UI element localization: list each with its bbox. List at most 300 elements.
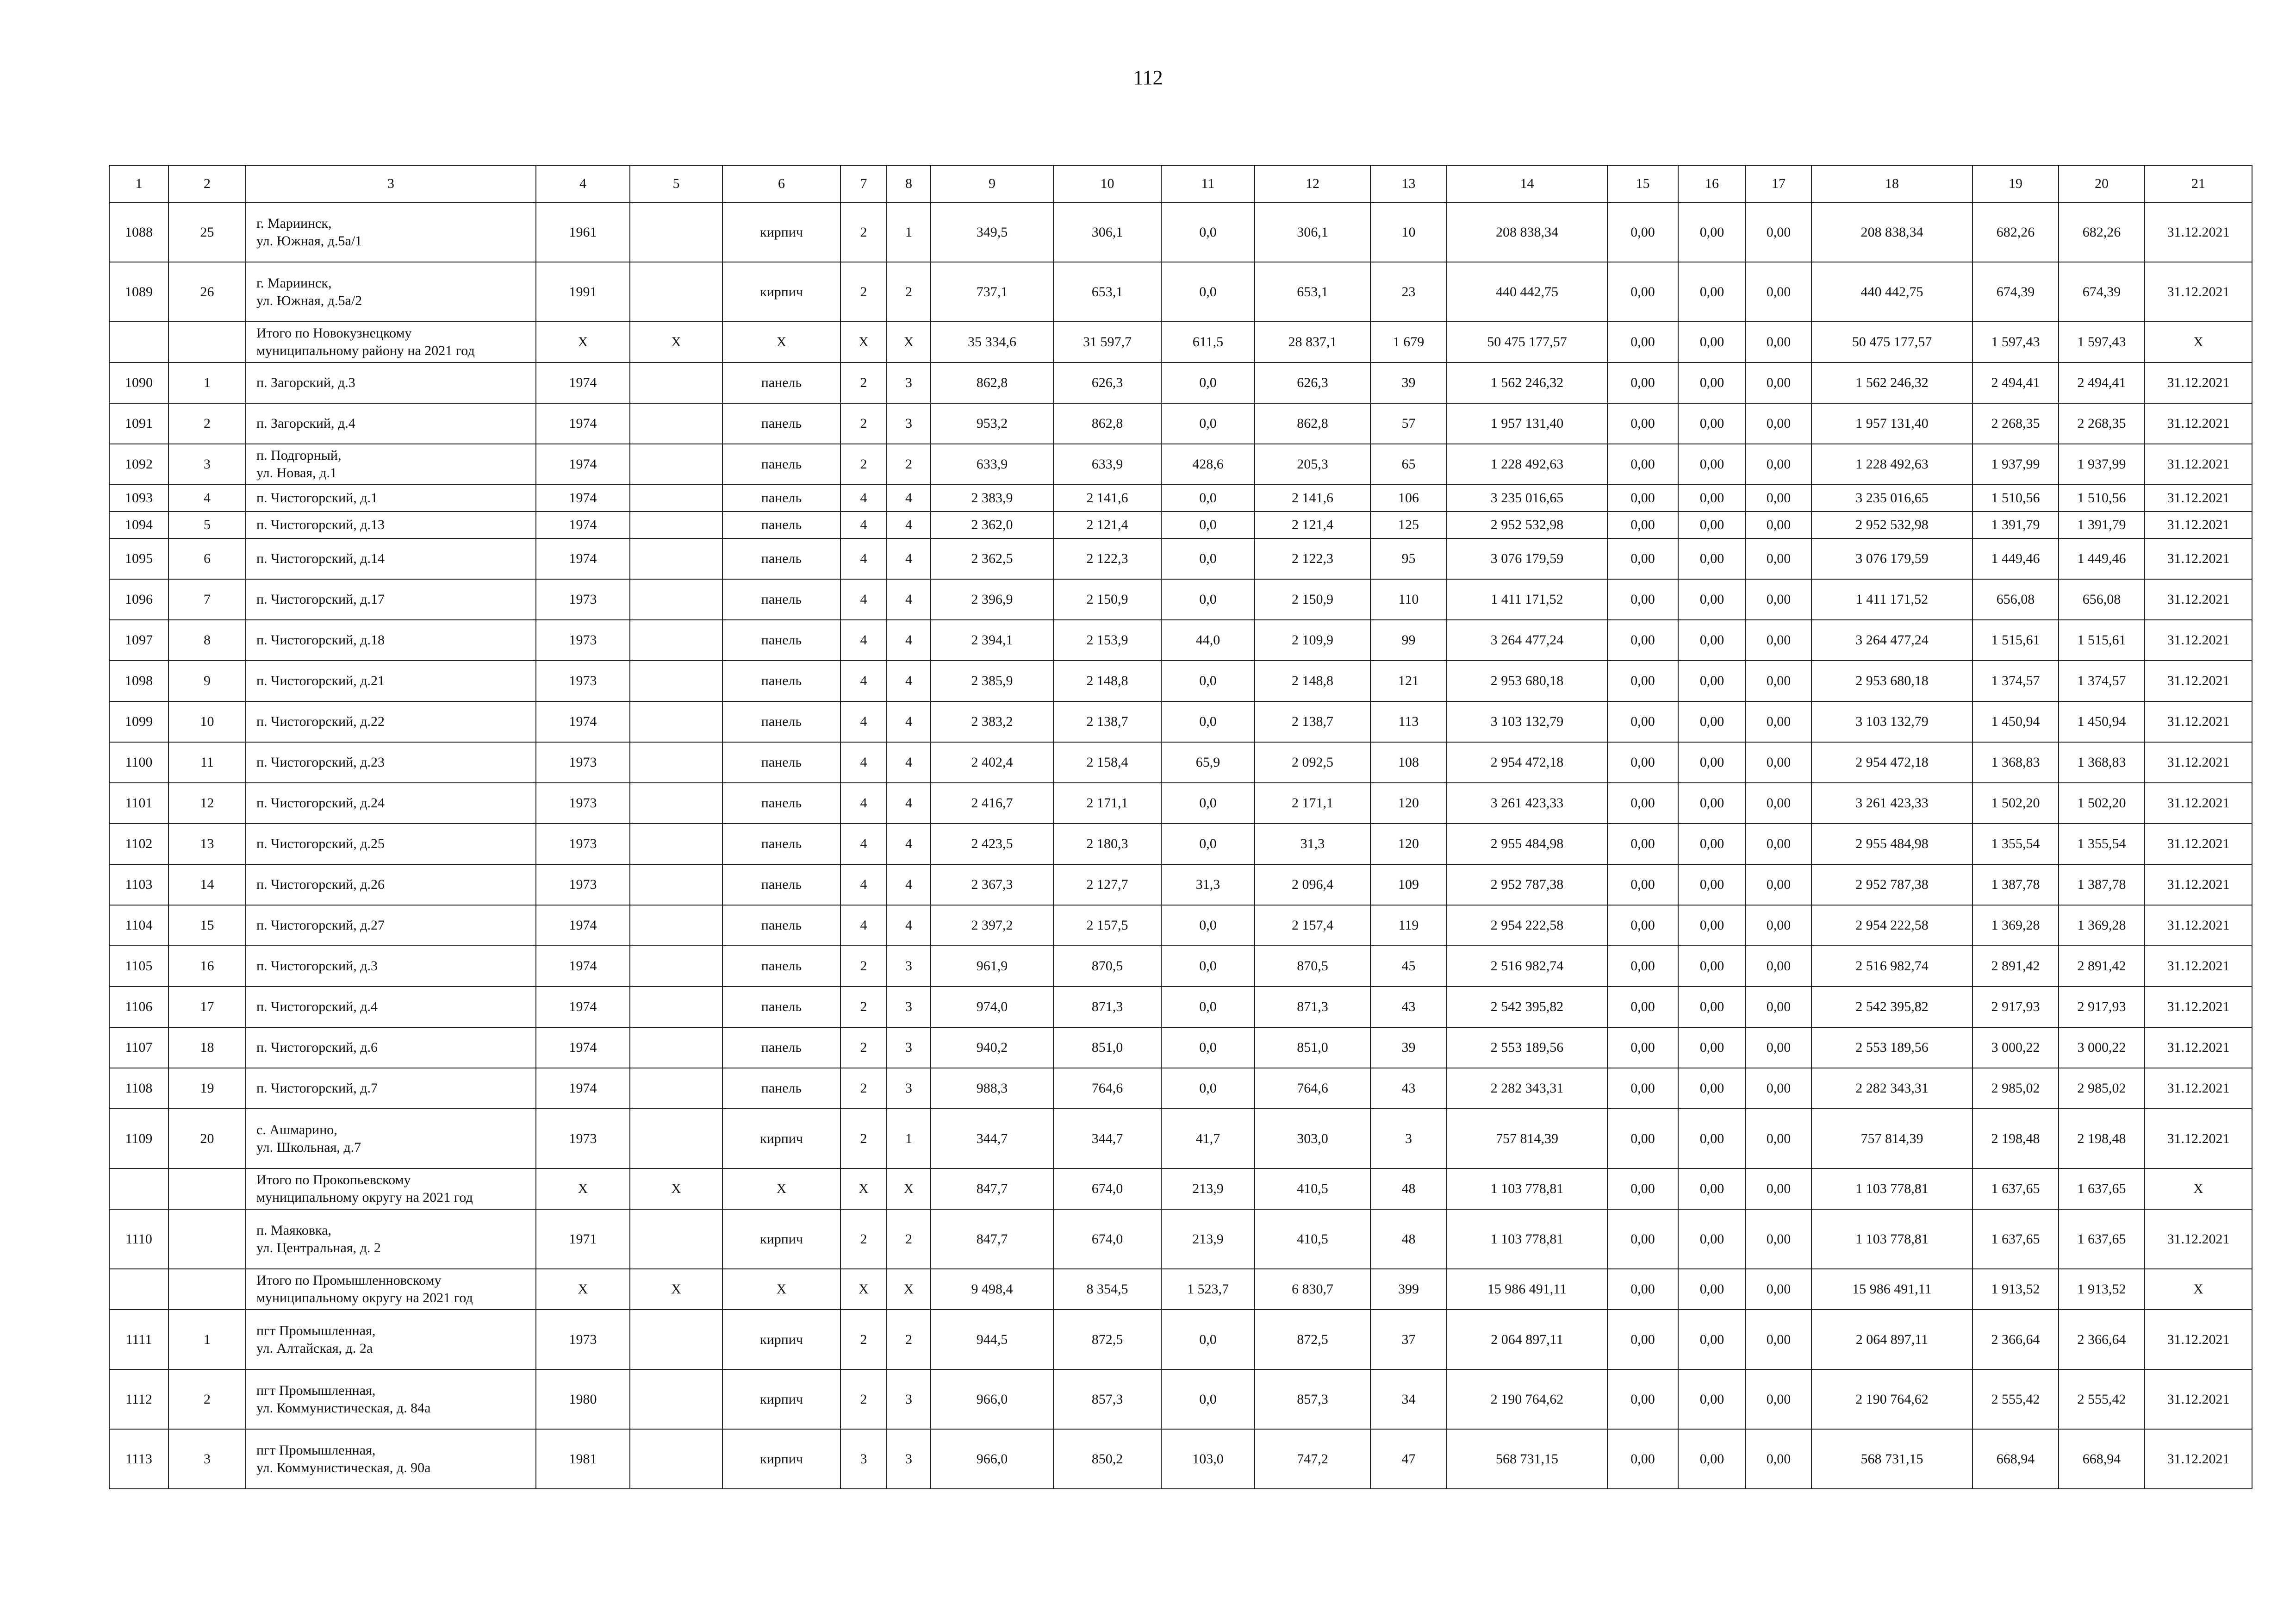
table-cell: 3 235 016,65	[1447, 485, 1607, 512]
table-cell: 633,9	[931, 444, 1053, 485]
table-cell: 28 837,1	[1255, 322, 1370, 362]
table-cell: 0,00	[1678, 262, 1746, 322]
table-cell: 39	[1370, 1027, 1447, 1068]
table-cell: 862,8	[1255, 403, 1370, 444]
table-cell: 0,00	[1607, 1369, 1678, 1429]
table-cell: 15 986 491,11	[1447, 1269, 1607, 1310]
column-header: 17	[1746, 165, 1811, 202]
column-header: 5	[630, 165, 722, 202]
table-cell: 2	[840, 1068, 887, 1109]
table-cell: 2 122,3	[1053, 538, 1161, 579]
table-cell: X	[722, 1269, 840, 1310]
table-cell: 568 731,15	[1447, 1429, 1607, 1489]
address-cell: г. Мариинск, ул. Южная, д.5а/2	[246, 262, 536, 322]
table-cell: 31.12.2021	[2145, 905, 2252, 946]
table-cell: 1974	[536, 538, 630, 579]
table-row	[109, 1109, 2252, 1168]
table-cell: 6	[168, 538, 246, 579]
table-cell: 0,00	[1746, 512, 1811, 538]
table-cell: 668,94	[1972, 1429, 2059, 1489]
table-cell: 2 952 532,98	[1811, 512, 1972, 538]
table-cell: панель	[722, 742, 840, 783]
table-cell: панель	[722, 512, 840, 538]
table-cell: 0,0	[1161, 946, 1255, 987]
table-cell: 1 510,56	[1972, 485, 2059, 512]
table-cell: X	[536, 322, 630, 362]
table-cell: панель	[722, 987, 840, 1027]
table-cell: панель	[722, 701, 840, 742]
table-cell: 0,00	[1746, 1168, 1811, 1209]
address-cell: п. Чистогорский, д.26	[246, 864, 536, 905]
table-cell: 10	[168, 701, 246, 742]
column-header: 9	[931, 165, 1053, 202]
table-cell: панель	[722, 485, 840, 512]
table-cell: 4	[887, 742, 931, 783]
table-cell: 2 516 982,74	[1811, 946, 1972, 987]
table-cell: 2 952 787,38	[1447, 864, 1607, 905]
table-cell: 16	[168, 946, 246, 987]
table-cell: 0,00	[1746, 1209, 1811, 1269]
table-cell: 8	[168, 620, 246, 661]
table-cell: 2 954 222,58	[1811, 905, 1972, 946]
table-row	[109, 1269, 2252, 1310]
table-row	[109, 202, 2252, 262]
table-cell: 0,00	[1678, 1027, 1746, 1068]
table-cell: 23	[1370, 262, 1447, 322]
table-cell: 3 103 132,79	[1811, 701, 1972, 742]
table-cell: 3 264 477,24	[1811, 620, 1972, 661]
table-cell: 31.12.2021	[2145, 1027, 2252, 1068]
table-cell: 109	[1370, 864, 1447, 905]
table-cell: 1974	[536, 701, 630, 742]
table-cell: 668,94	[2059, 1429, 2145, 1489]
column-header: 14	[1447, 165, 1607, 202]
table-cell	[630, 824, 722, 864]
table-cell: 1 597,43	[1972, 322, 2059, 362]
table-row	[109, 1027, 2252, 1068]
table-cell: 428,6	[1161, 444, 1255, 485]
table-cell: 2 397,2	[931, 905, 1053, 946]
table-cell: 764,6	[1053, 1068, 1161, 1109]
table-cell: 940,2	[931, 1027, 1053, 1068]
table-cell: 2 954 472,18	[1811, 742, 1972, 783]
table-cell: 1090	[109, 362, 168, 403]
table-cell: 857,3	[1255, 1369, 1370, 1429]
table-row	[109, 512, 2252, 538]
table-cell: 1105	[109, 946, 168, 987]
table-cell: 1973	[536, 579, 630, 620]
table-cell: 3	[168, 444, 246, 485]
table-cell: панель	[722, 538, 840, 579]
table-cell: панель	[722, 579, 840, 620]
table-cell: 31.12.2021	[2145, 742, 2252, 783]
table-cell: 57	[1370, 403, 1447, 444]
table-cell: 1974	[536, 987, 630, 1027]
column-header: 11	[1161, 165, 1255, 202]
table-cell: 31.12.2021	[2145, 538, 2252, 579]
table-cell: 4	[887, 485, 931, 512]
table-cell: 0,00	[1678, 1109, 1746, 1168]
table-cell: 0,00	[1607, 1168, 1678, 1209]
address-cell: п. Чистогорский, д.25	[246, 824, 536, 864]
table-cell: 4	[840, 485, 887, 512]
table-cell: X	[630, 322, 722, 362]
table-cell: 1 103 778,81	[1447, 1168, 1607, 1209]
table-cell: 2 150,9	[1255, 579, 1370, 620]
table-cell: 0,0	[1161, 661, 1255, 701]
table-cell: 3	[887, 987, 931, 1027]
table-cell: 7	[168, 579, 246, 620]
table-cell: 674,39	[2059, 262, 2145, 322]
table-cell: 4	[887, 701, 931, 742]
table-cell: 3	[887, 362, 931, 403]
table-row	[109, 1429, 2252, 1489]
table-cell: 1973	[536, 783, 630, 824]
column-header: 21	[2145, 165, 2252, 202]
table-cell: 0,00	[1746, 444, 1811, 485]
table-cell: 872,5	[1053, 1310, 1161, 1369]
table-cell: кирпич	[722, 1310, 840, 1369]
table-cell: 208 838,34	[1447, 202, 1607, 262]
table-cell: 1981	[536, 1429, 630, 1489]
table-cell: 125	[1370, 512, 1447, 538]
table-cell: 3 264 477,24	[1447, 620, 1607, 661]
table-cell: 3	[887, 946, 931, 987]
table-cell: 1 502,20	[2059, 783, 2145, 824]
table-cell: 0,0	[1161, 1310, 1255, 1369]
table-cell: 2 109,9	[1255, 620, 1370, 661]
table-cell: 1 637,65	[1972, 1209, 2059, 1269]
table-cell: X	[722, 322, 840, 362]
table-cell: 2 423,5	[931, 824, 1053, 864]
table-cell: кирпич	[722, 1429, 840, 1489]
table-cell: 31.12.2021	[2145, 824, 2252, 864]
table-cell: 0,0	[1161, 905, 1255, 946]
table-cell: 0,00	[1746, 987, 1811, 1027]
table-cell: 0,00	[1746, 946, 1811, 987]
address-cell: Итого по Прокопьевскому муниципальному округу на 2021 год	[246, 1168, 536, 1209]
table-cell: 757 814,39	[1447, 1109, 1607, 1168]
table-cell: 4	[840, 512, 887, 538]
table-cell: 2 190 764,62	[1447, 1369, 1607, 1429]
table-cell: 0,00	[1607, 322, 1678, 362]
table-row	[109, 824, 2252, 864]
table-cell: 1110	[109, 1209, 168, 1269]
table-cell: 2 190 764,62	[1811, 1369, 1972, 1429]
table-cell: 0,00	[1607, 579, 1678, 620]
table-cell: X	[2145, 322, 2252, 362]
table-cell: 674,0	[1053, 1168, 1161, 1209]
table-cell: 2 416,7	[931, 783, 1053, 824]
table-cell: 1 374,57	[1972, 661, 2059, 701]
table-cell: 44,0	[1161, 620, 1255, 661]
table-cell: 2 121,4	[1053, 512, 1161, 538]
table-cell: 2	[840, 1209, 887, 1269]
table-cell: 870,5	[1255, 946, 1370, 987]
table-row	[109, 905, 2252, 946]
table-cell: панель	[722, 444, 840, 485]
table-row	[109, 403, 2252, 444]
table-cell: 43	[1370, 1068, 1447, 1109]
table-cell: панель	[722, 946, 840, 987]
table-cell: 2 366,64	[2059, 1310, 2145, 1369]
table-cell: 3	[887, 1027, 931, 1068]
table-row	[109, 362, 2252, 403]
table-cell: 31.12.2021	[2145, 864, 2252, 905]
table-cell: 1 228 492,63	[1447, 444, 1607, 485]
table-cell: 2 954 472,18	[1447, 742, 1607, 783]
table-cell: 0,00	[1678, 362, 1746, 403]
table-cell: 4	[887, 579, 931, 620]
table-cell: 1973	[536, 864, 630, 905]
table-cell: 4	[840, 579, 887, 620]
table-cell: 0,00	[1678, 202, 1746, 262]
column-header: 15	[1607, 165, 1678, 202]
table-cell: 410,5	[1255, 1168, 1370, 1209]
table-cell: 1 228 492,63	[1811, 444, 1972, 485]
table-cell: 0,00	[1678, 824, 1746, 864]
table-cell: X	[887, 322, 931, 362]
table-cell: 0,00	[1678, 1310, 1746, 1369]
table-row	[109, 485, 2252, 512]
table-cell: 1 355,54	[2059, 824, 2145, 864]
table-cell	[168, 322, 246, 362]
column-header: 18	[1811, 165, 1972, 202]
table-cell: 0,00	[1607, 1027, 1678, 1068]
table-cell: 2	[840, 202, 887, 262]
table-cell: 4	[887, 783, 931, 824]
table-cell: 1974	[536, 1027, 630, 1068]
table-cell: 1 913,52	[1972, 1269, 2059, 1310]
table-cell: 1	[168, 1310, 246, 1369]
table-cell: 0,0	[1161, 202, 1255, 262]
table-cell: 2 366,64	[1972, 1310, 2059, 1369]
table-cell: 31.12.2021	[2145, 1109, 2252, 1168]
table-cell: 3 000,22	[2059, 1027, 2145, 1068]
table-cell: 0,00	[1746, 905, 1811, 946]
table-cell: 1111	[109, 1310, 168, 1369]
table-cell: 2 268,35	[2059, 403, 2145, 444]
table-cell: 31.12.2021	[2145, 1209, 2252, 1269]
table-cell: 0,00	[1607, 824, 1678, 864]
table-cell: 1	[887, 1109, 931, 1168]
table-row	[109, 864, 2252, 905]
table-cell: 2 985,02	[2059, 1068, 2145, 1109]
address-cell: с. Ашмарино, ул. Школьная, д.7	[246, 1109, 536, 1168]
table-cell: 2 198,48	[2059, 1109, 2145, 1168]
table-cell: 0,0	[1161, 262, 1255, 322]
page-number: 112	[1133, 66, 1163, 89]
table-cell: 1973	[536, 1310, 630, 1369]
table-cell: 2 367,3	[931, 864, 1053, 905]
table-cell: 2 121,4	[1255, 512, 1370, 538]
table-cell: 2 952 787,38	[1811, 864, 1972, 905]
table-cell: 1102	[109, 824, 168, 864]
table-cell: 2 158,4	[1053, 742, 1161, 783]
table-cell	[630, 661, 722, 701]
table-cell: 0,00	[1607, 362, 1678, 403]
table-cell: 0,00	[1607, 1310, 1678, 1369]
table-cell: 31.12.2021	[2145, 1429, 2252, 1489]
table-cell: 611,5	[1161, 322, 1255, 362]
table-cell: 399	[1370, 1269, 1447, 1310]
column-header: 19	[1972, 165, 2059, 202]
table-cell: 4	[887, 824, 931, 864]
table-cell	[630, 485, 722, 512]
table-cell: 1973	[536, 1109, 630, 1168]
table-cell: 1 562 246,32	[1447, 362, 1607, 403]
table-cell: 1094	[109, 512, 168, 538]
column-header: 7	[840, 165, 887, 202]
table-cell: 2 383,2	[931, 701, 1053, 742]
table-cell: 3 076 179,59	[1447, 538, 1607, 579]
table-cell: 2 396,9	[931, 579, 1053, 620]
table-cell: 50 475 177,57	[1811, 322, 1972, 362]
table-cell	[630, 620, 722, 661]
table-cell: 0,00	[1746, 1109, 1811, 1168]
table-cell: 1101	[109, 783, 168, 824]
table-cell: панель	[722, 620, 840, 661]
table-cell: 0,00	[1746, 824, 1811, 864]
table-cell: 0,00	[1678, 1209, 1746, 1269]
table-cell: 1 450,94	[1972, 701, 2059, 742]
column-header: 16	[1678, 165, 1746, 202]
table-cell: 4	[887, 512, 931, 538]
address-cell: Итого по Новокузнецкому муниципальному району на 2021 год	[246, 322, 536, 362]
table-cell: 674,39	[1972, 262, 2059, 322]
table-cell	[630, 864, 722, 905]
table-cell: 2	[840, 1027, 887, 1068]
table-cell: 2	[840, 1369, 887, 1429]
table-cell: 862,8	[931, 362, 1053, 403]
table-cell: 2 553 189,56	[1447, 1027, 1607, 1068]
table-cell: 2 064 897,11	[1811, 1310, 1972, 1369]
table-cell: 0,00	[1607, 485, 1678, 512]
table-cell: 3	[1370, 1109, 1447, 1168]
table-cell	[109, 322, 168, 362]
table-cell: 39	[1370, 362, 1447, 403]
table-cell: 0,00	[1678, 512, 1746, 538]
table-cell: 0,00	[1678, 579, 1746, 620]
table-cell: 2 494,41	[2059, 362, 2145, 403]
table-cell	[630, 512, 722, 538]
table-row	[109, 620, 2252, 661]
table-cell: 344,7	[1053, 1109, 1161, 1168]
table-cell: 0,00	[1607, 1269, 1678, 1310]
table-header-row	[109, 165, 2252, 202]
table-cell: 4	[840, 620, 887, 661]
table-row	[109, 322, 2252, 362]
table-cell: 1973	[536, 824, 630, 864]
table-cell: 2 096,4	[1255, 864, 1370, 905]
table-cell: 4	[840, 824, 887, 864]
column-header: 4	[536, 165, 630, 202]
table-cell: 0,00	[1607, 742, 1678, 783]
table-cell: 2 385,9	[931, 661, 1053, 701]
table-cell: 0,00	[1746, 1429, 1811, 1489]
table-cell: 0,00	[1746, 579, 1811, 620]
table-cell: панель	[722, 864, 840, 905]
table-cell: 2 555,42	[2059, 1369, 2145, 1429]
table-cell: 0,0	[1161, 403, 1255, 444]
table-cell: 17	[168, 987, 246, 1027]
column-header: 8	[887, 165, 931, 202]
address-cell: п. Чистогорский, д.21	[246, 661, 536, 701]
address-cell: Итого по Промышленновскому муниципальному округу на 2021 год	[246, 1269, 536, 1310]
table-cell: 440 442,75	[1447, 262, 1607, 322]
table-cell: 0,00	[1607, 1068, 1678, 1109]
table-cell: 31.12.2021	[2145, 444, 2252, 485]
table-cell: 2 891,42	[2059, 946, 2145, 987]
table-cell: 2 153,9	[1053, 620, 1161, 661]
table-cell: 1974	[536, 403, 630, 444]
table-cell: панель	[722, 1027, 840, 1068]
table-cell: 0,00	[1678, 1068, 1746, 1109]
table-cell: 2 516 982,74	[1447, 946, 1607, 987]
table-cell: 1107	[109, 1027, 168, 1068]
table-cell: 0,00	[1746, 362, 1811, 403]
table-cell: 0,00	[1678, 946, 1746, 987]
table-cell: 0,00	[1607, 403, 1678, 444]
table-cell: X	[887, 1269, 931, 1310]
table-cell: 1 369,28	[1972, 905, 2059, 946]
table-cell: 0,0	[1161, 362, 1255, 403]
table-cell: 4	[840, 661, 887, 701]
table-row	[109, 987, 2252, 1027]
table-cell: 1106	[109, 987, 168, 1027]
address-cell: п. Загорский, д.3	[246, 362, 536, 403]
table-cell: 0,00	[1607, 1429, 1678, 1489]
table-cell: 3	[840, 1429, 887, 1489]
table-cell: 31 597,7	[1053, 322, 1161, 362]
table-cell: 15 986 491,11	[1811, 1269, 1972, 1310]
column-header: 12	[1255, 165, 1370, 202]
table-cell: 110	[1370, 579, 1447, 620]
table-cell: 0,00	[1746, 783, 1811, 824]
table-cell: 2 952 532,98	[1447, 512, 1607, 538]
table-cell: 31.12.2021	[2145, 987, 2252, 1027]
table-cell: 656,08	[1972, 579, 2059, 620]
table-cell: 4	[840, 864, 887, 905]
table-cell: 25	[168, 202, 246, 262]
table-cell: 2 171,1	[1255, 783, 1370, 824]
table-cell: 1 449,46	[1972, 538, 2059, 579]
table-cell: 633,9	[1053, 444, 1161, 485]
table-cell: 682,26	[2059, 202, 2145, 262]
table-cell: 2 553 189,56	[1811, 1027, 1972, 1068]
table-cell: 1093	[109, 485, 168, 512]
table-cell: 106	[1370, 485, 1447, 512]
table-cell: 306,1	[1255, 202, 1370, 262]
table-cell: 349,5	[931, 202, 1053, 262]
table-cell: 2 150,9	[1053, 579, 1161, 620]
table-cell: 1 637,65	[2059, 1209, 2145, 1269]
table-cell: 3 103 132,79	[1447, 701, 1607, 742]
table-cell: 0,00	[1607, 262, 1678, 322]
address-cell: п. Маяковка, ул. Центральная, д. 2	[246, 1209, 536, 1269]
table-cell: 871,3	[1255, 987, 1370, 1027]
table-cell: 13	[168, 824, 246, 864]
table-cell: 4	[887, 905, 931, 946]
table-cell: 1108	[109, 1068, 168, 1109]
table-cell: 37	[1370, 1310, 1447, 1369]
table-cell: 31.12.2021	[2145, 701, 2252, 742]
table-cell: 1974	[536, 905, 630, 946]
table-cell: 850,2	[1053, 1429, 1161, 1489]
table-cell: 851,0	[1053, 1027, 1161, 1068]
table-cell: панель	[722, 824, 840, 864]
table-cell: 966,0	[931, 1429, 1053, 1489]
